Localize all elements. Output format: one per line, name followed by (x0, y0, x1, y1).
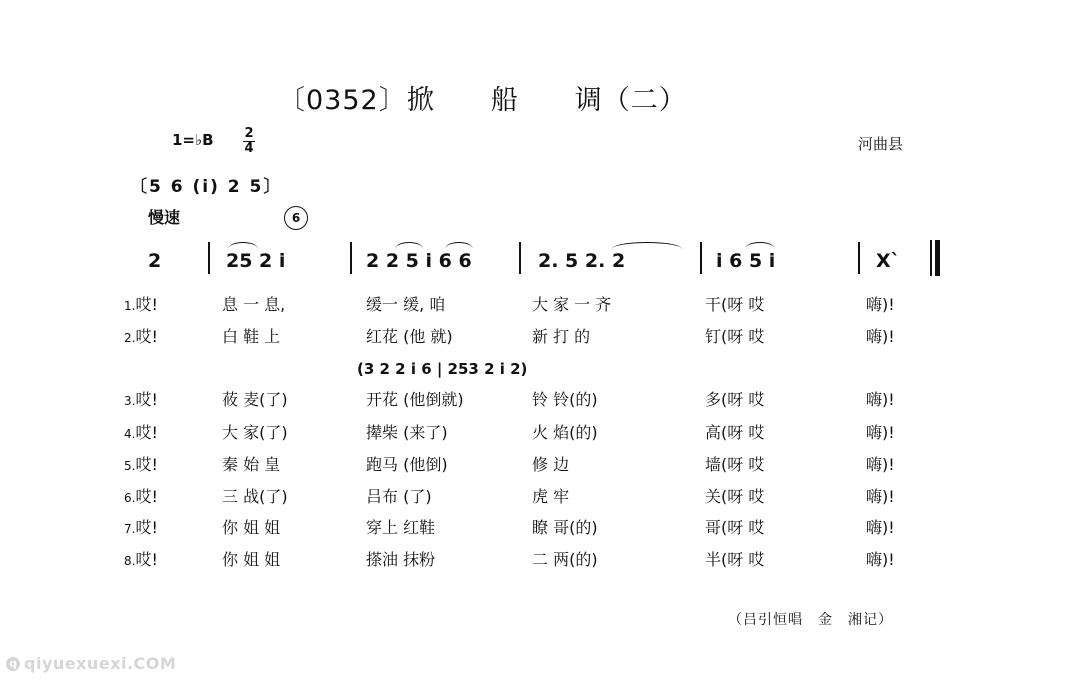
lyrics-row: 5.哎! (124, 455, 158, 474)
lyric-cell: 关(呀 哎 (705, 487, 765, 506)
alt-melody: (3 2 2 i 6 | 253 2 i 2) (357, 360, 528, 378)
lyric-cell: 搽油 抹粉 (366, 550, 436, 569)
page-title: 〔0352〕掀 船 调（二） (278, 85, 687, 116)
lyric-cell: 嗨)! (866, 327, 895, 346)
lyric-cell: 你 姐 姐 (222, 518, 281, 537)
lyrics-row: 7.哎! (124, 518, 158, 537)
lyric-cell: 二 两(的) (532, 550, 598, 569)
verse-number: 1. (124, 299, 136, 313)
melody-bar-2: 25 2 i (226, 250, 286, 272)
lyric-cell: 半(呀 哎 (705, 550, 765, 569)
time-bottom: 4 (244, 141, 254, 156)
slur (745, 242, 775, 249)
lyric-cell: 嗨)! (866, 550, 895, 569)
lyric-cell: 虎 牢 (532, 487, 570, 506)
lyric-cell: 白 鞋 上 (222, 327, 281, 346)
lyric-cell: 你 姐 姐 (222, 550, 281, 569)
verse-number: 7. (124, 522, 136, 536)
slur (445, 242, 473, 249)
lyric-cell: 开花 (他倒就) (366, 390, 464, 409)
barline (930, 240, 932, 276)
lyrics-row: 2.哎! (124, 327, 158, 346)
barline (700, 242, 702, 274)
lyric-cell: 红花 (他 就) (366, 327, 453, 346)
lyric-cell: 新 打 的 (532, 327, 591, 346)
lyric-cell: 莜 麦(了) (222, 390, 288, 409)
lyric-cell: 瞭 哥(的) (532, 518, 598, 537)
slur (228, 242, 258, 249)
verse-number: 4. (124, 427, 136, 441)
lyric-cell: 火 焰(的) (532, 423, 598, 442)
lyric-cell: 墙(呀 哎 (705, 455, 765, 474)
time-top: 2 (244, 126, 254, 141)
lyric-cell: 嗨)! (866, 390, 895, 409)
lyric-cell: 嗨)! (866, 487, 895, 506)
lyric-cell: 钉(呀 哎 (705, 327, 765, 346)
lyrics-row: 6.哎! (124, 487, 158, 506)
lyric-cell: 嗨)! (866, 518, 895, 537)
lyric-cell: 穿上 红鞋 (366, 518, 436, 537)
region-label: 河曲县 (858, 135, 904, 153)
time-signature (243, 128, 255, 155)
barline (519, 242, 521, 274)
key-signature: 1=♭B (172, 131, 214, 149)
credit-line: （吕引恒唱 金 湘记） (728, 612, 893, 628)
barline (858, 242, 860, 274)
verse-number: 8. (124, 554, 136, 568)
verse-number: 2. (124, 331, 136, 345)
lyric-cell: 高(呀 哎 (705, 423, 765, 442)
lyrics-row: 4.哎! (124, 423, 158, 442)
lyric-cell: 干(呀 哎 (705, 295, 765, 314)
slur (612, 242, 682, 249)
lyric-cell: 秦 始 皇 (222, 455, 281, 474)
watermark-logo-icon: q (6, 657, 20, 671)
melody-bar-1: 2 (148, 250, 162, 272)
lyric-cell: 吕布 (了) (366, 487, 432, 506)
lyric-cell: 三 战(了) (222, 487, 288, 506)
lyric-cell: 撵柴 (来了) (366, 423, 448, 442)
melody-bar-6: X` (876, 250, 901, 272)
slur (395, 242, 423, 249)
lyrics-row: 1.哎! (124, 295, 158, 314)
tempo-marking: 慢速 (148, 208, 181, 227)
lyric-cell: 息 一 息, (222, 295, 286, 314)
melody-bar-3: 2 2 5 i 6 6 (366, 250, 472, 272)
lyric-cell: 哥(呀 哎 (705, 518, 765, 537)
intro-melody: 〔5 6 (i) 2 5〕 (130, 177, 283, 197)
barline (208, 242, 210, 274)
verse-number: 3. (124, 394, 136, 408)
lyric-cell: 大 家 一 齐 (532, 295, 612, 314)
melody-bar-5: i 6 5 i (716, 250, 776, 272)
lyric-cell: 多(呀 哎 (705, 390, 765, 409)
lyric-cell: 大 家(了) (222, 423, 288, 442)
lyrics-row: 8.哎! (124, 550, 158, 569)
lyric-cell: 跑马 (他倒) (366, 455, 448, 474)
lyrics-row: 3.哎! (124, 390, 158, 409)
watermark: qiyuexuexi.COM (24, 654, 177, 673)
lyric-cell: 铃 铃(的) (532, 390, 598, 409)
verse-number: 5. (124, 459, 136, 473)
measure-number: 6 (284, 206, 308, 230)
barline (350, 242, 352, 274)
lyric-cell: 嗨)! (866, 455, 895, 474)
lyric-cell: 嗨)! (866, 295, 895, 314)
lyric-cell: 缓一 缓, 咱 (366, 295, 446, 314)
final-barline (935, 240, 940, 276)
verse-number: 6. (124, 491, 136, 505)
lyric-cell: 修 边 (532, 455, 570, 474)
melody-bar-4: 2. 5 2. 2 (538, 250, 626, 272)
lyric-cell: 嗨)! (866, 423, 895, 442)
